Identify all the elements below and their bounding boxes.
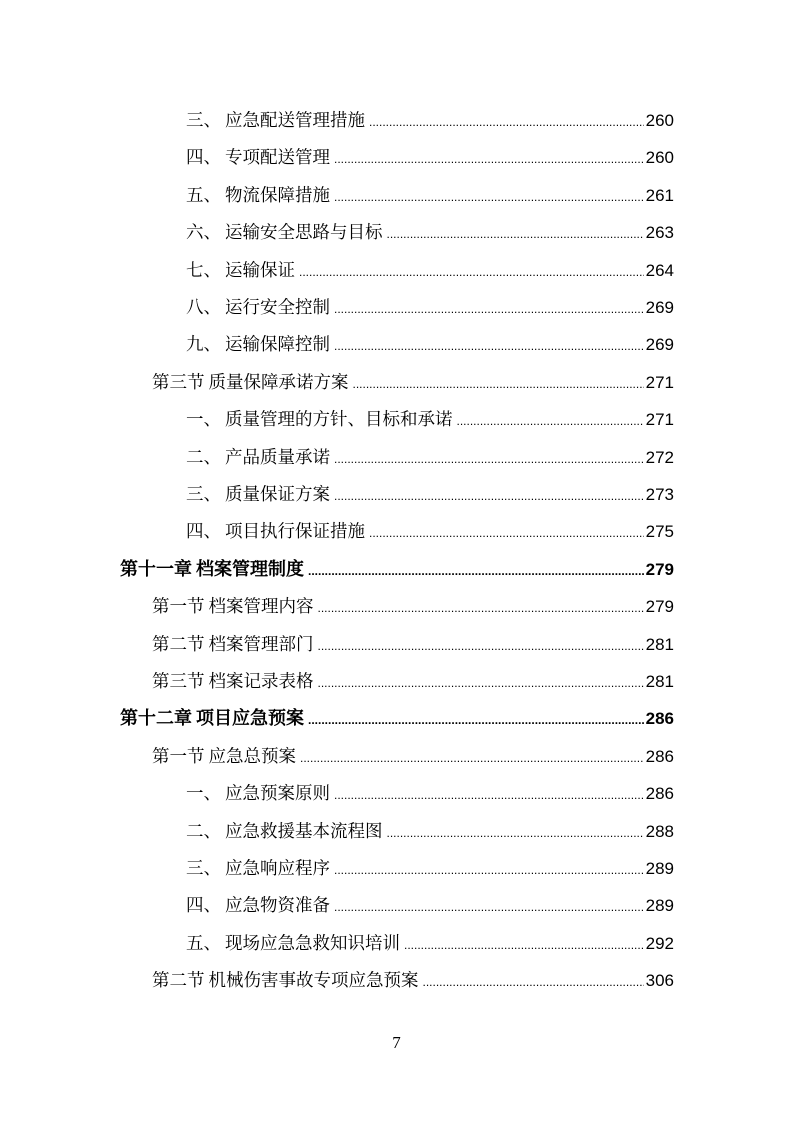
toc-entry-title: 应急配送管理措施 <box>225 111 365 131</box>
toc-entry[interactable] <box>186 137 674 174</box>
toc-entry-number: 第十二章 <box>120 708 192 730</box>
toc-entry-page: 288 <box>645 821 674 841</box>
toc-leader-dots <box>404 933 644 955</box>
toc-entry-number: 六、 <box>186 223 221 244</box>
toc-entry-section[interactable] <box>152 624 674 661</box>
toc-leader-dots <box>334 858 644 880</box>
toc-entry-number: 八、 <box>186 298 221 318</box>
toc-entry-number: 第三节 <box>152 672 205 692</box>
toc-leader-dots <box>457 409 644 431</box>
toc-entry-title: 机械伤害事故专项应急预案 <box>208 971 419 992</box>
toc-leader-dots <box>387 821 644 843</box>
toc-leader-dots <box>300 746 644 768</box>
toc-entry-label <box>152 671 314 693</box>
toc-entry-page: 272 <box>645 447 674 467</box>
toc-entry-chapter[interactable] <box>120 698 674 735</box>
toc-entry-title: 现场应急急救知识培训 <box>225 933 400 954</box>
toc-entry-label <box>152 596 314 618</box>
toc-entry-page: 281 <box>645 634 674 654</box>
toc-entry-title: 产品质量承诺 <box>225 447 330 468</box>
toc-entry-page: 263 <box>645 223 674 243</box>
toc-entry-label <box>186 147 330 169</box>
toc-entry-page: 279 <box>645 597 674 617</box>
toc-entry-number: 三、 <box>186 485 221 505</box>
toc-entry-label <box>186 484 330 506</box>
toc-entry-number: 一、 <box>186 410 221 431</box>
toc-entry-number: 三、 <box>186 859 221 879</box>
toc-entry-section[interactable] <box>152 362 674 399</box>
toc-entry[interactable] <box>186 848 674 885</box>
toc-entry[interactable] <box>186 324 674 361</box>
toc-entry-number: 第二节 <box>152 634 205 655</box>
toc-entry-title: 质量保证方案 <box>225 485 330 505</box>
toc-entry-label <box>186 185 330 207</box>
toc-entry[interactable] <box>186 885 674 922</box>
toc-entry-section[interactable] <box>152 586 674 623</box>
toc-entry-label <box>152 372 349 394</box>
toc-entry[interactable] <box>186 287 674 324</box>
toc-entry-title: 专项配送管理 <box>225 148 330 169</box>
toc-entry-number: 三、 <box>186 111 221 131</box>
toc-entry-page: 271 <box>645 410 674 430</box>
toc-entry-label <box>186 895 330 917</box>
toc-entry-label <box>186 409 453 431</box>
toc-entry-number: 二、 <box>186 821 221 842</box>
toc-entry-page: 281 <box>645 672 674 691</box>
toc-leader-dots <box>369 521 644 543</box>
toc-entry-page: 306 <box>645 971 674 991</box>
toc-entry-label <box>186 110 365 132</box>
toc-leader-dots <box>318 671 644 693</box>
toc-leader-dots <box>318 596 644 618</box>
toc-entry-title: 应急物资准备 <box>225 896 330 917</box>
toc-entry[interactable] <box>186 474 674 511</box>
toc-entry-title: 运行安全控制 <box>225 298 330 318</box>
toc-leader-dots <box>308 559 644 581</box>
toc-leader-dots <box>334 147 644 169</box>
toc-entry-title: 档案管理内容 <box>208 597 314 618</box>
toc-entry-label <box>186 521 365 543</box>
toc-entry-title: 档案管理部门 <box>208 634 314 655</box>
toc-entry-section[interactable] <box>152 736 674 773</box>
toc-entry-label <box>186 447 330 469</box>
toc-entry-title: 应急总预案 <box>208 746 296 767</box>
toc-entry-title: 运输保证 <box>225 260 295 281</box>
toc-entry-title: 项目应急预案 <box>196 708 304 730</box>
toc-entry[interactable] <box>186 811 674 848</box>
toc-entry-label <box>152 746 296 768</box>
toc-leader-dots <box>334 185 644 207</box>
toc-entry-title: 应急救援基本流程图 <box>225 821 383 842</box>
toc-entry-title: 运输安全思路与目标 <box>225 223 383 244</box>
toc-entry-page: 264 <box>645 260 674 280</box>
toc-entry-number: 五、 <box>186 185 221 206</box>
toc-entry[interactable] <box>186 250 674 287</box>
toc-entry[interactable] <box>186 773 674 810</box>
toc-entry-section[interactable] <box>152 661 674 698</box>
toc-entry-page: 271 <box>645 372 674 392</box>
toc-entry-section[interactable] <box>152 960 674 997</box>
toc-entry-label <box>120 708 304 730</box>
toc-entry-number: 四、 <box>186 522 221 543</box>
toc-entry-title: 应急预案原则 <box>225 784 330 805</box>
toc-entry[interactable] <box>186 923 674 960</box>
toc-entry-label <box>186 783 330 805</box>
toc-leader-dots <box>334 447 644 469</box>
toc-entry-chapter[interactable] <box>120 549 674 586</box>
toc-leader-dots <box>423 970 644 992</box>
toc-leader-dots <box>334 895 644 917</box>
toc-entry-page: 261 <box>645 185 674 205</box>
toc-entry-number: 第二节 <box>152 971 205 992</box>
toc-entry-page: 269 <box>645 335 674 355</box>
toc-leader-dots <box>299 260 644 282</box>
toc-entry-page: 286 <box>645 746 674 766</box>
toc-entry-number: 四、 <box>186 148 221 169</box>
toc-leader-dots <box>334 334 644 356</box>
toc-entry-label <box>186 297 330 319</box>
toc-entry-page: 269 <box>645 298 674 317</box>
toc-leader-dots <box>308 708 644 730</box>
toc-entry-number: 第一节 <box>152 746 205 767</box>
toc-entry-number: 五、 <box>186 933 221 954</box>
toc-entry-page: 275 <box>645 522 674 542</box>
toc-entry-number: 第三节 <box>152 372 205 393</box>
toc-entry-page: 279 <box>645 559 674 579</box>
toc-leader-dots <box>353 372 644 394</box>
toc-entry-label <box>152 970 419 992</box>
toc-entry-label <box>186 260 295 282</box>
toc-entry-title: 项目执行保证措施 <box>225 522 365 543</box>
toc-entry-label <box>152 634 314 656</box>
toc-leader-dots <box>387 222 644 244</box>
toc-entry-number: 第一节 <box>152 597 205 618</box>
toc-entry-label <box>186 933 400 955</box>
toc-entry-title: 运输保障控制 <box>225 335 330 356</box>
toc-entry-page: 286 <box>645 784 674 804</box>
toc-entry-title: 档案记录表格 <box>208 672 314 692</box>
toc-entry-number: 一、 <box>186 784 221 805</box>
toc-entry-number: 九、 <box>186 335 221 356</box>
toc-entry-number: 七、 <box>186 260 221 281</box>
toc-entry-page: 289 <box>645 896 674 916</box>
toc-leader-dots <box>334 297 644 319</box>
toc-entry-page: 289 <box>645 859 674 878</box>
toc-entry-title: 物流保障措施 <box>225 185 330 206</box>
toc-entry-label <box>186 821 383 843</box>
toc-entry-label <box>120 559 304 581</box>
toc-entry-number: 二、 <box>186 447 221 468</box>
toc-entry[interactable] <box>186 175 674 212</box>
toc-entry-title: 档案管理制度 <box>196 558 304 580</box>
toc-entry[interactable] <box>186 100 674 137</box>
toc-entry-page: 260 <box>645 111 674 130</box>
toc-entry-page: 292 <box>645 933 674 953</box>
toc-leader-dots <box>318 634 644 656</box>
toc-entry[interactable] <box>186 511 674 548</box>
toc-entry-label <box>186 858 330 880</box>
toc-entry-label <box>186 334 330 356</box>
toc-entry-page: 286 <box>645 709 674 729</box>
toc-entry[interactable] <box>186 437 674 474</box>
toc-entry-page: 273 <box>645 485 674 504</box>
toc-entry-number: 第十一章 <box>120 558 192 580</box>
toc-leader-dots <box>334 783 644 805</box>
toc-entry[interactable] <box>186 399 674 436</box>
toc-entry-title: 应急响应程序 <box>225 859 330 879</box>
toc-entry-title: 质量管理的方针、目标和承诺 <box>225 410 453 431</box>
toc-entry-number: 四、 <box>186 896 221 917</box>
toc-entry-label <box>186 222 383 244</box>
toc-entry[interactable] <box>186 212 674 249</box>
toc-entry-title: 质量保障承诺方案 <box>208 372 349 393</box>
toc-entry-page: 260 <box>645 148 674 168</box>
toc-leader-dots <box>334 484 644 506</box>
toc-leader-dots <box>369 110 644 132</box>
page-number: 7 <box>392 1033 401 1052</box>
